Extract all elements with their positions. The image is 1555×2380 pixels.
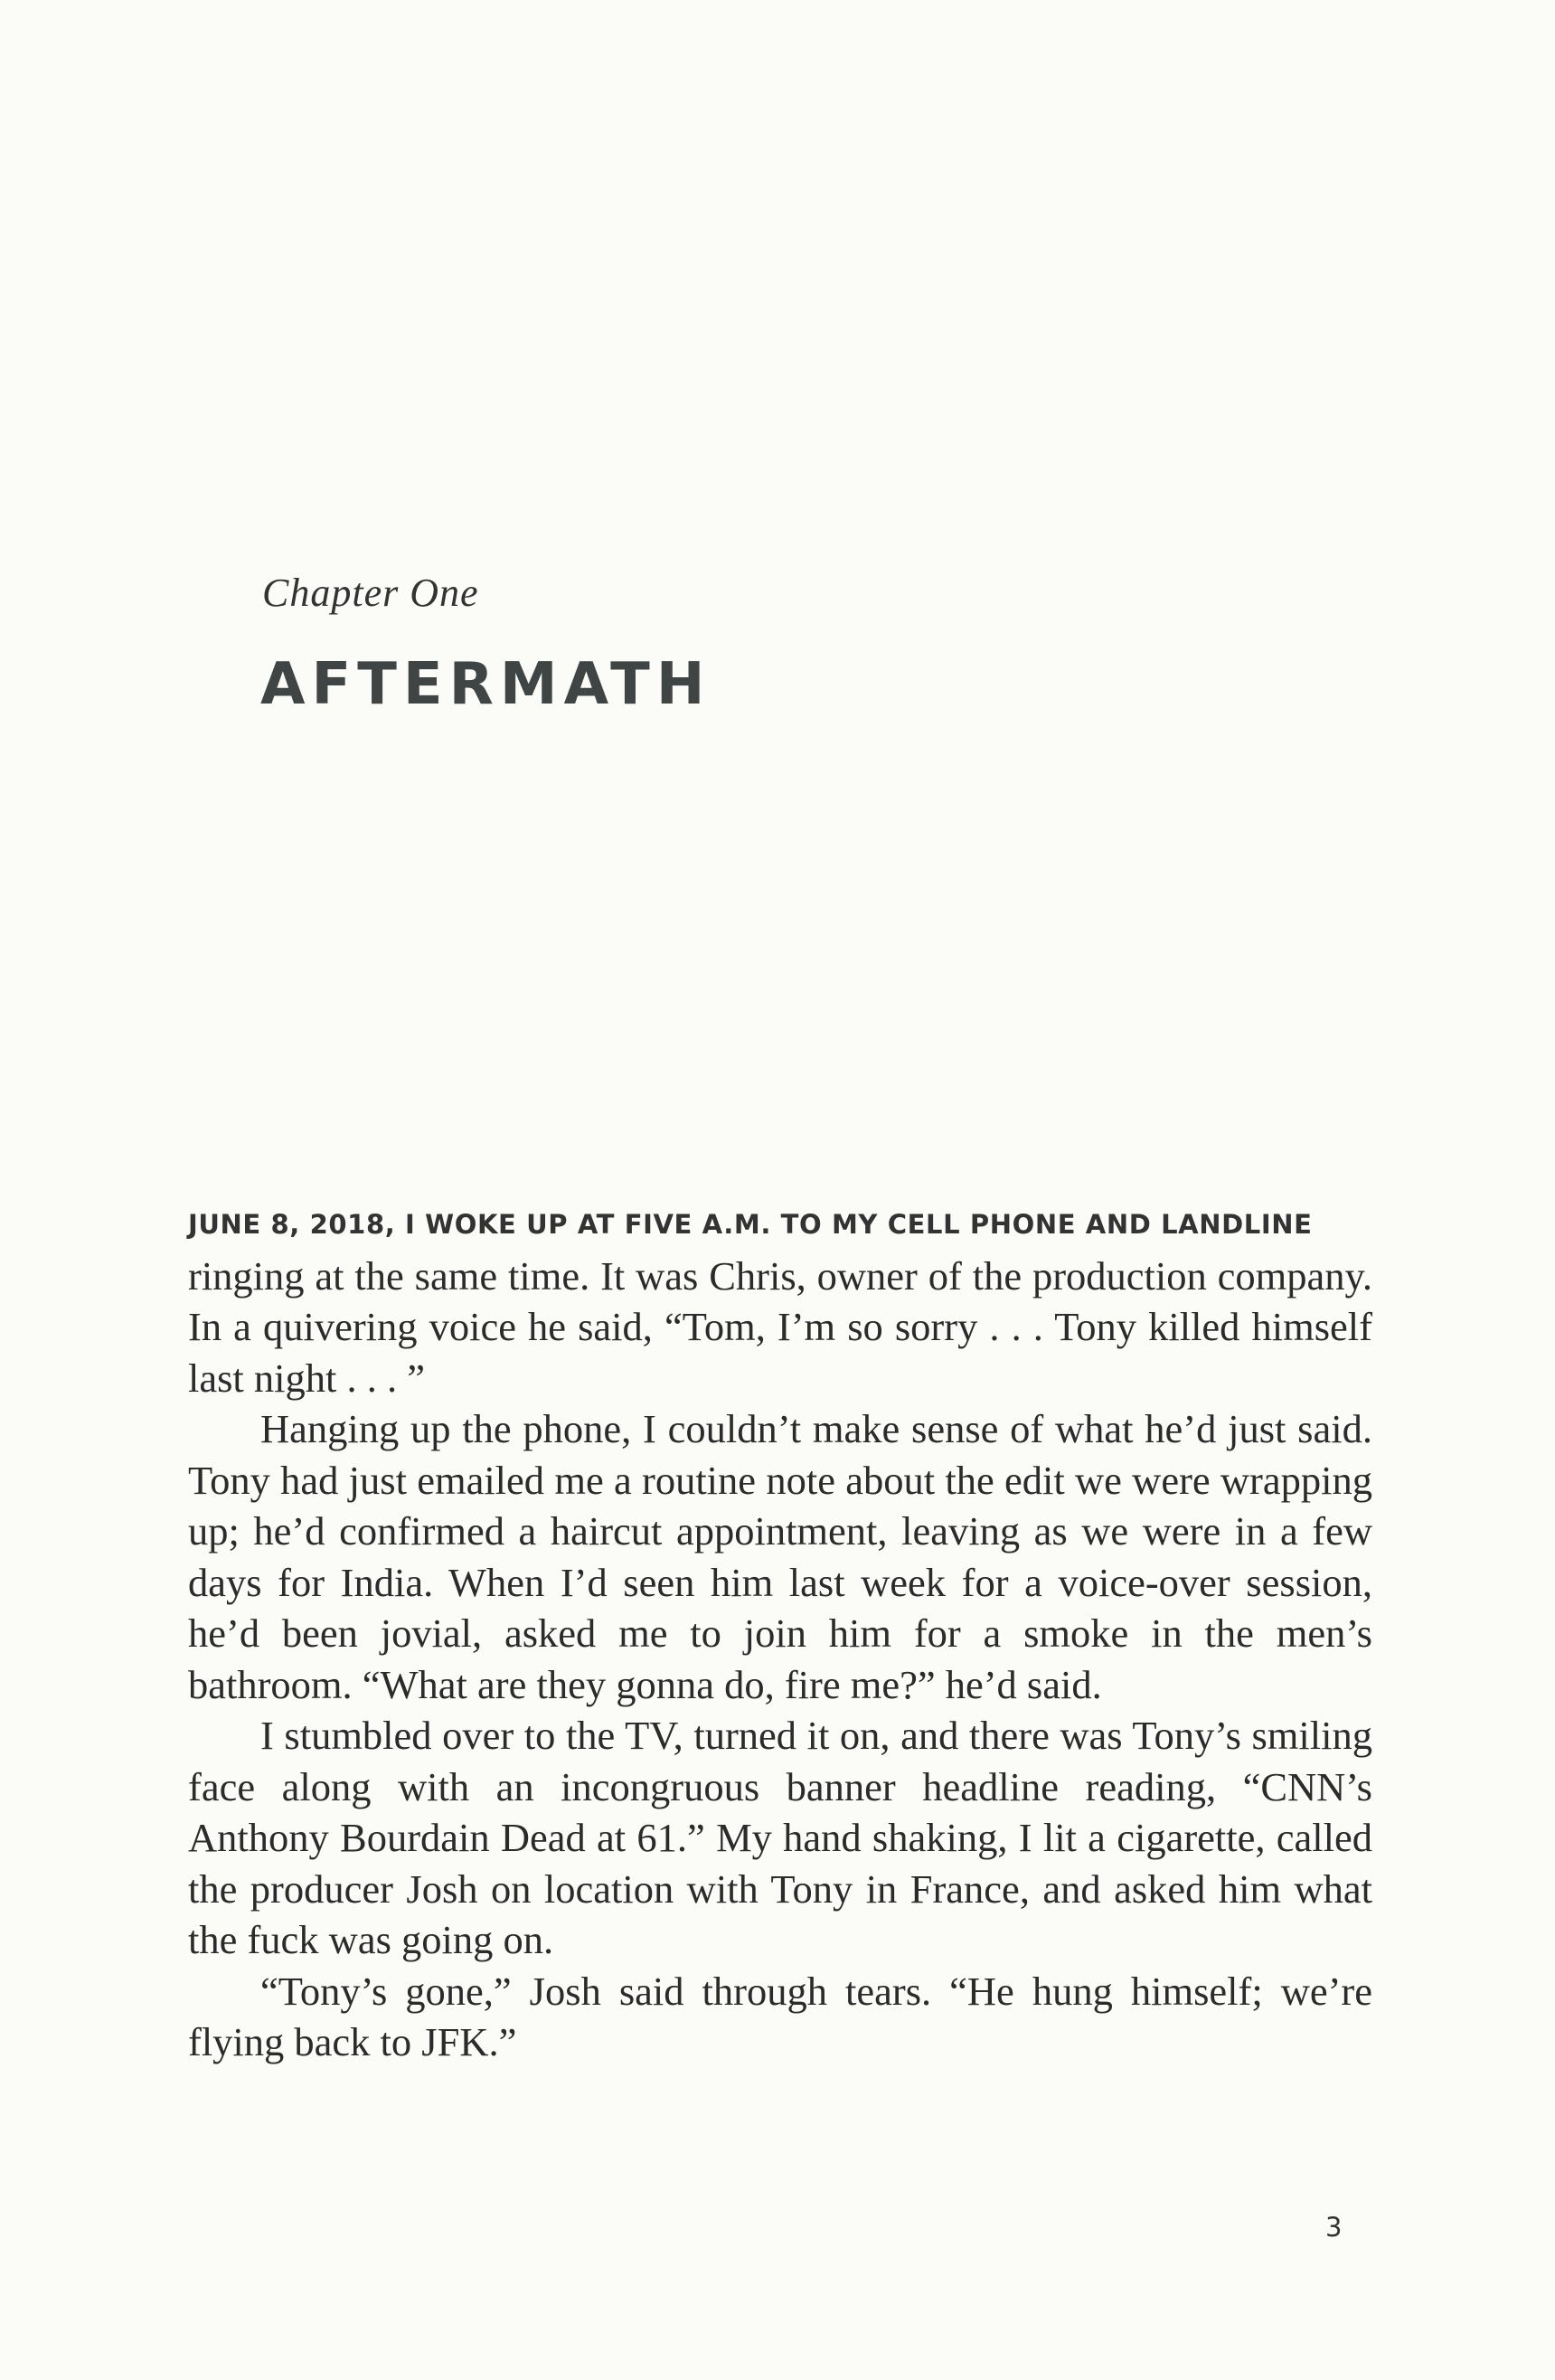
paragraph-1	[188, 1199, 1372, 1403]
opening-small-caps-line: JUNE 8, 2018, I WOKE UP AT FIVE A.M. TO MY CELL PHONE AND LANDLINE	[188, 1209, 1313, 1240]
chapter-title: AFTERMATH	[260, 651, 712, 718]
chapter-body	[188, 1199, 1372, 2068]
page-number: 3	[1325, 2212, 1343, 2243]
chapter-label: Chapter One	[262, 571, 479, 615]
paragraph-3: I stumbled over to the TV, turned it on, and there was Tony’s smiling face along with an incongruous banner headline reading, “CNN’s Anthony Bourdain Dead at 61.” My hand shaking, I lit a cigarette, called the producer Josh on location with Tony in France, and asked him what the fuck was going on.	[188, 1713, 1372, 1962]
paragraph-1-text: ringing at the same time. It was Chris, owner of the production company. In a quivering voice he said, “Tom, I’m so sorry . . . Tony killed himself last night . . . ”	[188, 1252, 1372, 1401]
paragraph-2: Hanging up the phone, I couldn’t make sense of what he’d just said. Tony had just emailed me a routine note about the edit we were wrapping up; he’d confirmed a haircut appointment, leaving as we were in a few days for India. When I’d seen him last week for a voice-over session, he’d been jovial, asked me to join him for a smoke in the men’s bathroom. “What are they gonna do, fire me?” he’d said.	[188, 1406, 1372, 1707]
paragraph-4: “Tony’s gone,” Josh said through tears. “He hung himself; we’re flying back to JFK.”	[188, 1968, 1372, 2064]
